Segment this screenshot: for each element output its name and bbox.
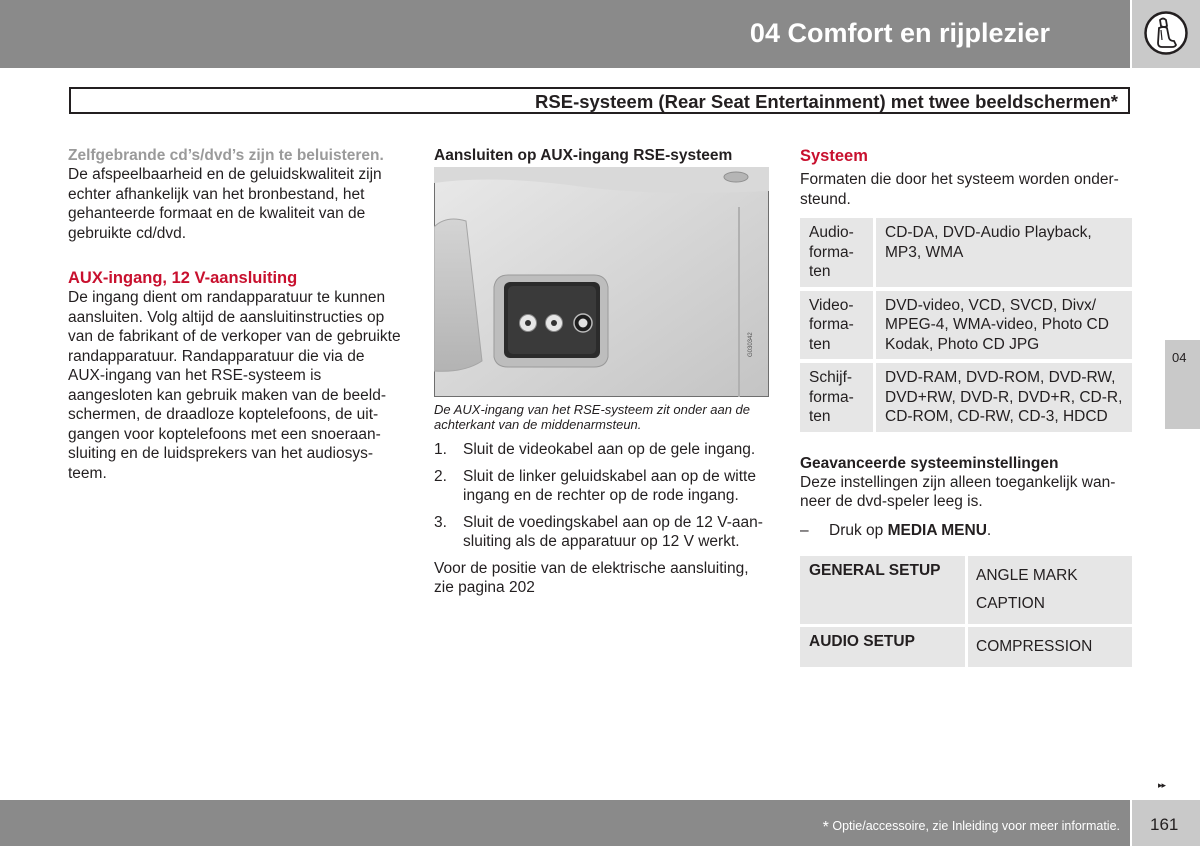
section-title: RSE-systeem (Rear Seat Entertainment) met twee beeldschermen* bbox=[535, 91, 1118, 112]
aux-connect-heading: Aansluiten op AUX-ingang RSE-systeem bbox=[434, 147, 733, 164]
setup-menu-name: GENERAL SETUP bbox=[800, 556, 968, 624]
format-type: Videoformaten bbox=[800, 291, 876, 360]
media-menu-instruction: – Druk op MEDIA MENU. bbox=[800, 521, 992, 539]
formats-table bbox=[800, 214, 1132, 436]
list-item: 1. Sluit de videokabel aan op de gele ingang. bbox=[434, 441, 756, 458]
column-right bbox=[800, 146, 1132, 670]
setup-options: COMPRESSION bbox=[968, 627, 1132, 667]
chapter-side-tab bbox=[1165, 340, 1200, 429]
setup-table bbox=[800, 553, 1132, 670]
aux-input-illustration bbox=[434, 167, 769, 397]
aux-text: De ingang dient om randapparatuur te kunnen aansluiten. Volg altijd de aansluitinstructies op van de fabrikant of de verkoper van de gebruikte randapparatuur. Randapparatuur die via de AUX-ingang van het RSE-systeem is aangesloten kan gebruik maken van de beeldschermen, de draadloze koptelefoons, de uitgangen voor koptelefoons met een snoeraansluiting en de luidsprekers van het audiosysteem. bbox=[68, 289, 401, 482]
table-row bbox=[800, 556, 1132, 624]
burned-discs-heading: Zelfgebrande cd’s/dvd’s zijn te beluisteren. bbox=[68, 147, 384, 164]
figure-code: G030342 bbox=[748, 332, 754, 357]
aux-heading: AUX-ingang, 12 V-aansluiting bbox=[68, 269, 298, 287]
system-heading: Systeem bbox=[800, 147, 868, 165]
chapter-header bbox=[0, 0, 1130, 68]
table-row bbox=[800, 291, 1132, 360]
chapter-title: 04 Comfort en rijplezier bbox=[749, 18, 1050, 48]
format-type: Schijfformaten bbox=[800, 363, 876, 432]
connection-steps bbox=[434, 440, 770, 552]
chapter-tab-label: 04 bbox=[1172, 350, 1187, 365]
dash-bullet: – bbox=[800, 521, 809, 539]
format-type: Audioformaten bbox=[800, 218, 876, 287]
column-left bbox=[68, 146, 403, 483]
footnote: * Optie/accessoire, zie Inleiding voor meer informatie. bbox=[822, 819, 1120, 836]
format-list: DVD-video, VCD, SVCD, Divx/ MPEG-4, WMA-video, Photo CD Kodak, Photo CD JPG bbox=[876, 291, 1132, 360]
setup-menu-name: AUDIO SETUP bbox=[800, 627, 968, 667]
list-item: 2. Sluit de linker geluidskabel aan op de witte ingang en de rechter op de rode ingang. bbox=[434, 467, 756, 504]
page-number-box bbox=[1132, 800, 1200, 846]
table-row bbox=[800, 218, 1132, 287]
format-list: CD-DA, DVD-Audio Playback, MP3, WMA bbox=[876, 218, 1132, 287]
chapter-icon-box bbox=[1132, 0, 1200, 68]
table-row bbox=[800, 363, 1132, 432]
next-page-arrows-icon: ▸▸ bbox=[1158, 780, 1166, 790]
page-number: 161 bbox=[1150, 815, 1179, 834]
media-menu-label: MEDIA MENU bbox=[887, 521, 987, 539]
system-intro: Formaten die door het systeem worden ondersteund. bbox=[800, 171, 1119, 208]
burned-discs-text: De afspeelbaarheid en de geluidskwaliteit zijn echter afhankelijk van het bronbestand, het gehanteerde formaat en de kwaliteit van de gebruikte cd/dvd. bbox=[68, 166, 382, 242]
figure-caption: De AUX-ingang van het RSE-systeem zit onder aan de achterkant van de middenarmsteun. bbox=[434, 402, 751, 432]
advanced-settings-text: Deze instellingen zijn alleen toegankelijk wanneer de dvd-speler leeg is. bbox=[800, 473, 1116, 510]
power-position-text: Voor de positie van de elektrische aansluiting, zie pagina 202 bbox=[434, 559, 749, 596]
seat-icon bbox=[1143, 9, 1189, 57]
column-middle bbox=[434, 146, 770, 598]
format-list: DVD-RAM, DVD-ROM, DVD-RW, DVD+RW, DVD-R, DVD+R, CD-R, CD-ROM, CD-RW, CD-3, HDCD bbox=[876, 363, 1132, 432]
section-title-box bbox=[69, 87, 1130, 114]
page-footer bbox=[0, 800, 1130, 846]
table-row bbox=[800, 627, 1132, 667]
asterisk: * bbox=[822, 819, 829, 836]
advanced-settings-heading: Geavanceerde systeeminstellingen bbox=[800, 454, 1059, 472]
list-item: 3. Sluit de voedingskabel aan op de 12 V-aansluiting als de apparatuur op 12 V werkt. bbox=[434, 513, 763, 550]
setup-options: ANGLE MARK CAPTION bbox=[968, 556, 1132, 624]
